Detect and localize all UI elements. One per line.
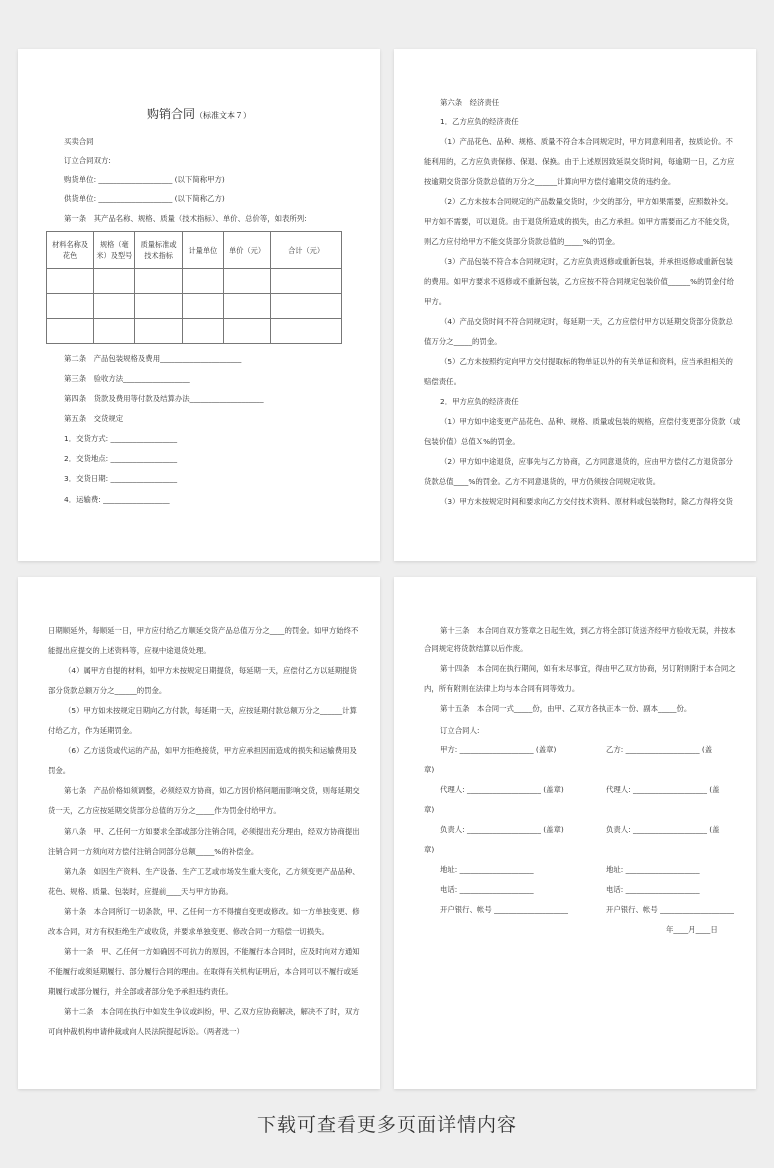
text-line: 不能履行或须延期履行、部分履行合同的理由。在取得有关机构证明后，本合同可以不履行或延	[48, 967, 359, 976]
clause-line: 2．交货地点: __________________	[64, 454, 178, 463]
text-line: 付给乙方，作为延期罚金。	[48, 726, 137, 735]
text-line: （6）乙方送货或代运的产品，如甲方拒绝接货，甲方应承担因而造成的损失和运输费用及	[64, 746, 357, 755]
contract-page-4	[394, 577, 756, 1089]
bank-account-b: 开户银行、帐号 ____________________	[606, 905, 734, 914]
text-line: 第六条 经济责任	[440, 98, 500, 107]
contract-page-2	[394, 49, 756, 561]
text-line: 第十二条 本合同在执行中如发生争议或纠纷，甲、乙双方应协商解决，解决不了时，双方	[64, 1007, 360, 1016]
phone-b: 电话: ____________________	[606, 885, 700, 894]
clause-line: 第五条 交货规定	[64, 414, 124, 423]
text-line: 第十条 本合同所订一切条款，甲、乙任何一方不得擅自变更或修改。如一方单独变更、修	[64, 907, 360, 916]
text-line: 内，所有附则在法律上均与本合同有同等效力。	[424, 684, 580, 693]
text-line: （1）甲方如中途变更产品花色、品种、规格、质量或包装的规格，应偿付变更部分货款（或	[440, 417, 741, 426]
table-row	[47, 319, 342, 344]
document-title	[18, 105, 380, 122]
text-line: （2）甲方如中途退货，应事先与乙方协商，乙方同意退货的，应由甲方偿付乙方退货部分	[440, 457, 733, 466]
table-header-cell: 材料名称及花色	[47, 232, 94, 269]
sign-agent-a: 代理人: ____________________ (盖章)	[440, 785, 564, 794]
text-line: 第十三条 本合同自双方签章之日起生效，到乙方将全部订货送齐经甲方验收无误，并按本	[440, 626, 736, 635]
clause-line: 1．交货方式: __________________	[64, 434, 178, 443]
text-line: 第七条 产品价格如须调整，必须经双方协商，如乙方因价格问题而影响交货，则每延期交	[64, 786, 360, 795]
download-more-notice[interactable]: 下载可查看更多页面详情内容	[256, 1114, 517, 1136]
clause-line: 第三条 验收方法__________________	[64, 374, 190, 383]
text-line: （5）甲方如未按规定日期向乙方付款，每延期一天，应按延期付款总额万分之______计算	[64, 706, 357, 715]
text-line: 订立合同人:	[440, 726, 480, 735]
text-line: 1．乙方应负的经济责任	[440, 117, 519, 126]
phone-a: 电话: ____________________	[440, 885, 534, 894]
text-line: 能提出应提交的上述资料等，应视中途退货处理。	[48, 646, 211, 655]
text-line: 赔偿责任。	[424, 377, 461, 386]
sign-continuation: 章)	[424, 845, 435, 854]
text-line: 部分货款总额万分之______的罚金。	[48, 686, 167, 695]
title-text: 购销合同	[146, 107, 195, 121]
text-line: 甲方如不需要，可以退货。由于退货所造成的损失，由乙方承担。如甲方需要而乙方不能交货，	[424, 217, 735, 226]
sign-party-a: 甲方: ____________________ (盖章)	[440, 745, 557, 754]
text-line: （1）产品花色、品种、规格、质量不符合本合同规定时，甲方同意利用者，按质论价。不	[440, 137, 733, 146]
text-line: 购货单位: ____________________ (以下简称甲方)	[64, 175, 225, 184]
text-line: 的费用。如甲方要求不返修或不重新包装，乙方应按不符合同规定包装价值______%的罚金付给	[424, 277, 735, 286]
text-line: 包装价值）总值Ｘ%的罚金。	[424, 437, 520, 446]
text-line: 第十五条 本合同一式_____份，由甲、乙双方各执正本一份、副本_____份。	[440, 704, 692, 713]
contract-page-1	[18, 49, 380, 561]
text-line: （5）乙方未按照约定向甲方交付提取标的物单证以外的有关单证和资料，应当承担相关的	[440, 357, 733, 366]
address-b: 地址: ____________________	[606, 865, 700, 874]
text-line: 能利用的，乙方应负责保修、保退、保换。由于上述原因致延误交货时间，每逾期一日，乙方应	[424, 157, 735, 166]
text-line: 值万分之_____的罚金。	[424, 337, 502, 346]
sign-head-b: 负责人: ____________________ (盖	[606, 825, 720, 834]
text-line: 改本合同，对方有权拒绝生产或收货，并要求单独变更、修改合同一方赔偿一切损失。	[48, 927, 329, 936]
text-line: 第九条 如因生产资料、生产设备、生产工艺或市场发生重大变化，乙方须变更产品品种、	[64, 867, 360, 876]
text-line: 买卖合同	[64, 137, 94, 146]
text-line: （4）产品交货时间不符合同规定时，每延期一天，乙方应偿付甲方以延期交货部分货款总	[440, 317, 733, 326]
text-line: （2）乙方未按本合同规定的产品数量交货时，少交的部分，甲方如果需要，应照数补交。	[440, 197, 733, 206]
text-line: 花色、规格、质量、包装时，应提前____天与甲方协商。	[48, 887, 233, 896]
clause-line: 第四条 货款及费用等付款及结算办法____________________	[64, 394, 264, 403]
text-line: 注销合同一方须向对方偿付注销合同部分总额_____%的补偿金。	[48, 847, 259, 856]
title-note: （标准文本７）	[195, 111, 251, 120]
text-line: 则乙方应付给甲方不能交货部分货款总值的_____%的罚金。	[424, 237, 620, 246]
text-line: 第一条 其产品名称、规格、质量（技术指标）、单价、总价等，如表所列:	[64, 214, 307, 223]
sign-continuation: 章)	[424, 805, 435, 814]
text-line: 按逾期交货部分货款总值的万分之______计算向甲方偿付逾期交货的违约金。	[424, 177, 676, 186]
clause-line: 第二条 产品包装规格及费用______________________	[64, 354, 242, 363]
clause-line: 3．交货日期: __________________	[64, 474, 178, 483]
sign-party-b: 乙方: ____________________ (盖	[606, 745, 713, 754]
text-line: 第八条 甲、乙任何一方如要求全部或部分注销合同，必须提出充分理由，经双方协商提出	[64, 827, 360, 836]
text-line: 货款总值____%的罚金。乙方不同意退货的，甲方仍须按合同规定收货。	[424, 477, 661, 486]
sign-head-a: 负责人: ____________________ (盖章)	[440, 825, 564, 834]
table-header-cell: 质量标准或技术指标	[135, 232, 182, 269]
text-line: 甲方。	[424, 297, 447, 306]
address-a: 地址: ____________________	[440, 865, 534, 874]
text-line: 合同规定将货款结算以后作废。	[424, 644, 528, 653]
text-line: 期履行或部分履行，并全部或者部分免予承担违约责任。	[48, 987, 233, 996]
text-line: 订立合同双方:	[64, 156, 111, 165]
table-row	[47, 269, 342, 294]
table-header-cell: 合计（元）	[271, 232, 342, 269]
text-line: （4）属甲方自提的材料，如甲方未按规定日期提货，每延期一天，应偿付乙方以延期提货	[64, 666, 357, 675]
sign-agent-b: 代理人: ____________________ (盖	[606, 785, 720, 794]
table-row	[47, 294, 342, 319]
contract-page-3	[18, 577, 380, 1089]
text-line: 货一天，乙方应按延期交货部分总值的万分之_____作为罚金付给甲方。	[48, 806, 281, 815]
text-line: 可向仲裁机构申请仲裁或向人民法院提起诉讼。（两者选一）	[48, 1027, 244, 1036]
text-line: 罚金。	[48, 766, 71, 775]
table-header-row	[47, 232, 342, 269]
text-line: 供货单位: ____________________ (以下简称乙方)	[64, 194, 225, 203]
table-header-cell: 规格（毫米）及型号	[94, 232, 135, 269]
bank-account-a: 开户银行、帐号 ____________________	[440, 905, 568, 914]
table-header-cell: 单价（元）	[223, 232, 270, 269]
text-line: 2．甲方应负的经济责任	[440, 397, 519, 406]
table-header-cell: 计量单位	[182, 232, 223, 269]
clause-line: 4．运输费: __________________	[64, 495, 170, 504]
text-line: （3）甲方未按规定时间和要求向乙方交付技术资料、原材料或包装物时，除乙方得将交货	[440, 497, 733, 506]
sign-continuation: 章)	[424, 765, 435, 774]
text-line: （3）产品包装不符合本合同规定时，乙方应负责返修或重新包装，并承担返修或重新包装	[440, 257, 733, 266]
text-line: 第十一条 甲、乙任何一方如确因不可抗力的原因，不能履行本合同时，应及时向对方通知	[64, 947, 360, 956]
text-line: 第十四条 本合同在执行期间，如有未尽事宜，得由甲乙双方协商，另订附则附于本合同之	[440, 664, 736, 673]
sign-date: 年____月____日	[666, 925, 718, 934]
product-table	[46, 231, 342, 344]
text-line: 日期顺延外，每顺延一日，甲方应付给乙方顺延交货产品总值万分之____的罚金。如甲方始终不	[48, 626, 359, 635]
